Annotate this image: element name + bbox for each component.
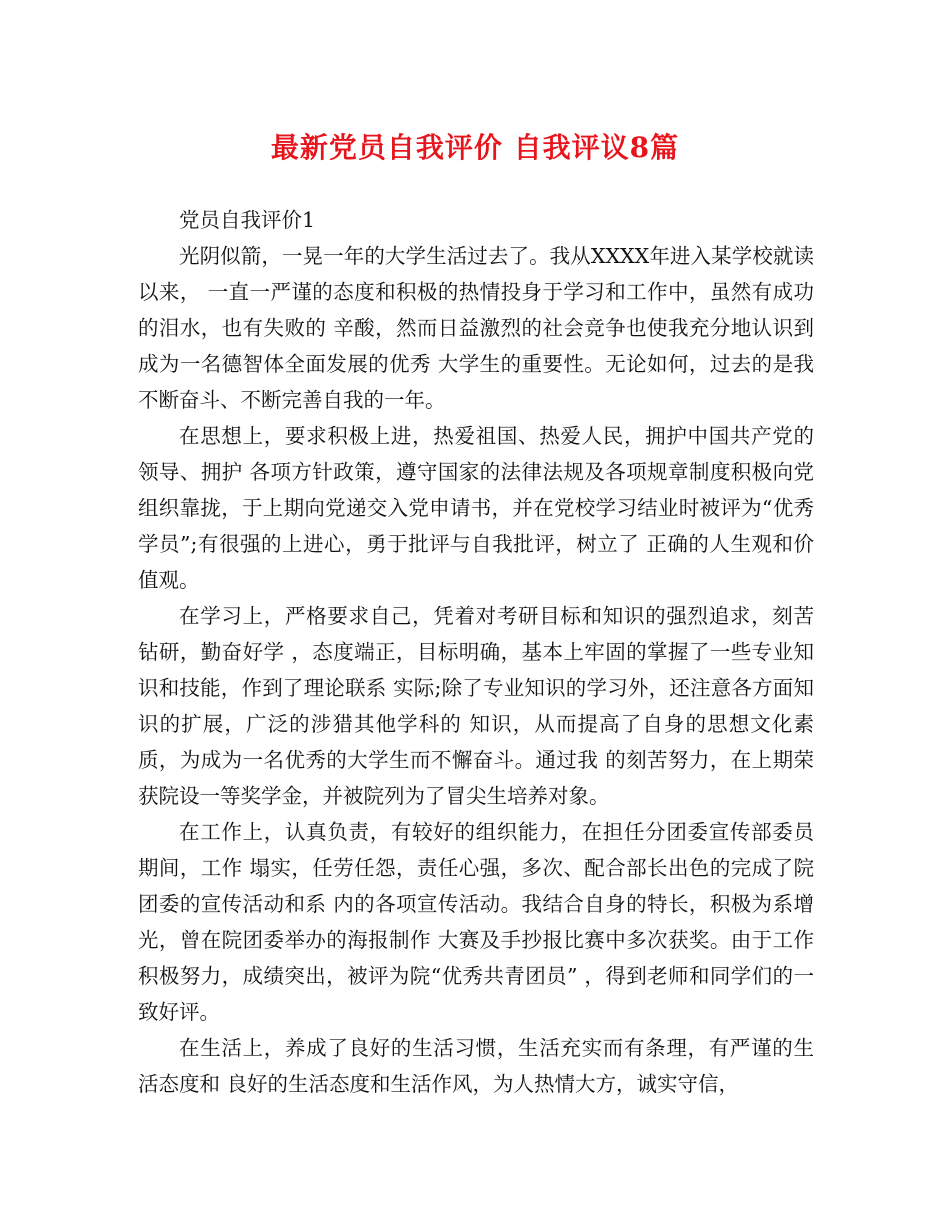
paragraph-3: 在学习上，严格要求自己，凭着对考研目标和知识的强烈追求，刻苦钻研，勤奋好学 ，态度端正，目标明确，基本上牢固的掌握了一些专业知识和技能，作到了理论联系 实际;除了专业知识的学习外，还注意各方面知识的扩展，广泛的涉猎其他学科的 知识，从而提高了自身的思想文化素质，为成为一名优秀的大学生而不懈奋斗。通过我 的刻苦努力，在上期荣获院设一等奖学金，并被院列为了冒尖生培养对象。 <box>138 604 814 808</box>
paragraph-1: 光阴似箭，一晃一年的大学生活过去了。我从XXXX年进入某学校就读以来， 一直一严谨的态度和积极的热情投身于学习和工作中，虽然有成功的泪水，也有失败的 辛酸，然而日益激烈的社会竞争也使我充分地认识到成为一名德智体全面发展的优秀 大学生的重要性。无论如何，过去的是我不断奋斗、不断完善自我的一年。 <box>138 244 814 412</box>
document-body <box>138 202 814 1102</box>
document-title: 最新党员自我评价 自我评议8篇 <box>270 131 680 164</box>
section-heading: 党员自我评价1 <box>179 208 316 232</box>
paragraph-2: 在思想上，要求积极上进，热爱祖国、热爱人民，拥护中国共产党的领导、拥护 各项方针政策，遵守国家的法律法规及各项规章制度积极向党组织靠拢，于上期向党递交入党申请书，并在党校学习结业时被评为“优秀学员”;有很强的上进心，勇于批评与自我批评，树立了 正确的人生观和价值观。 <box>138 424 814 592</box>
paragraph-4: 在工作上，认真负责，有较好的组织能力，在担任分团委宣传部委员期间，工作 塌实，任劳任怨，责任心强，多次、配合部长出色的完成了院团委的宣传活动和系 内的各项宣传活动。我结合自身的特长，积极为系增光，曾在院团委举办的海报制作 大赛及手抄报比赛中多次获奖。由于工作积极努力，成绩突出，被评为院“优秀共青团员” ，得到老师和同学们的一致好评。 <box>138 820 814 1024</box>
paragraph-5: 在生活上，养成了良好的生活习惯，生活充实而有条理，有严谨的生活态度和 良好的生活态度和生活作风，为人热情大方，诚实守信， <box>138 1036 814 1096</box>
